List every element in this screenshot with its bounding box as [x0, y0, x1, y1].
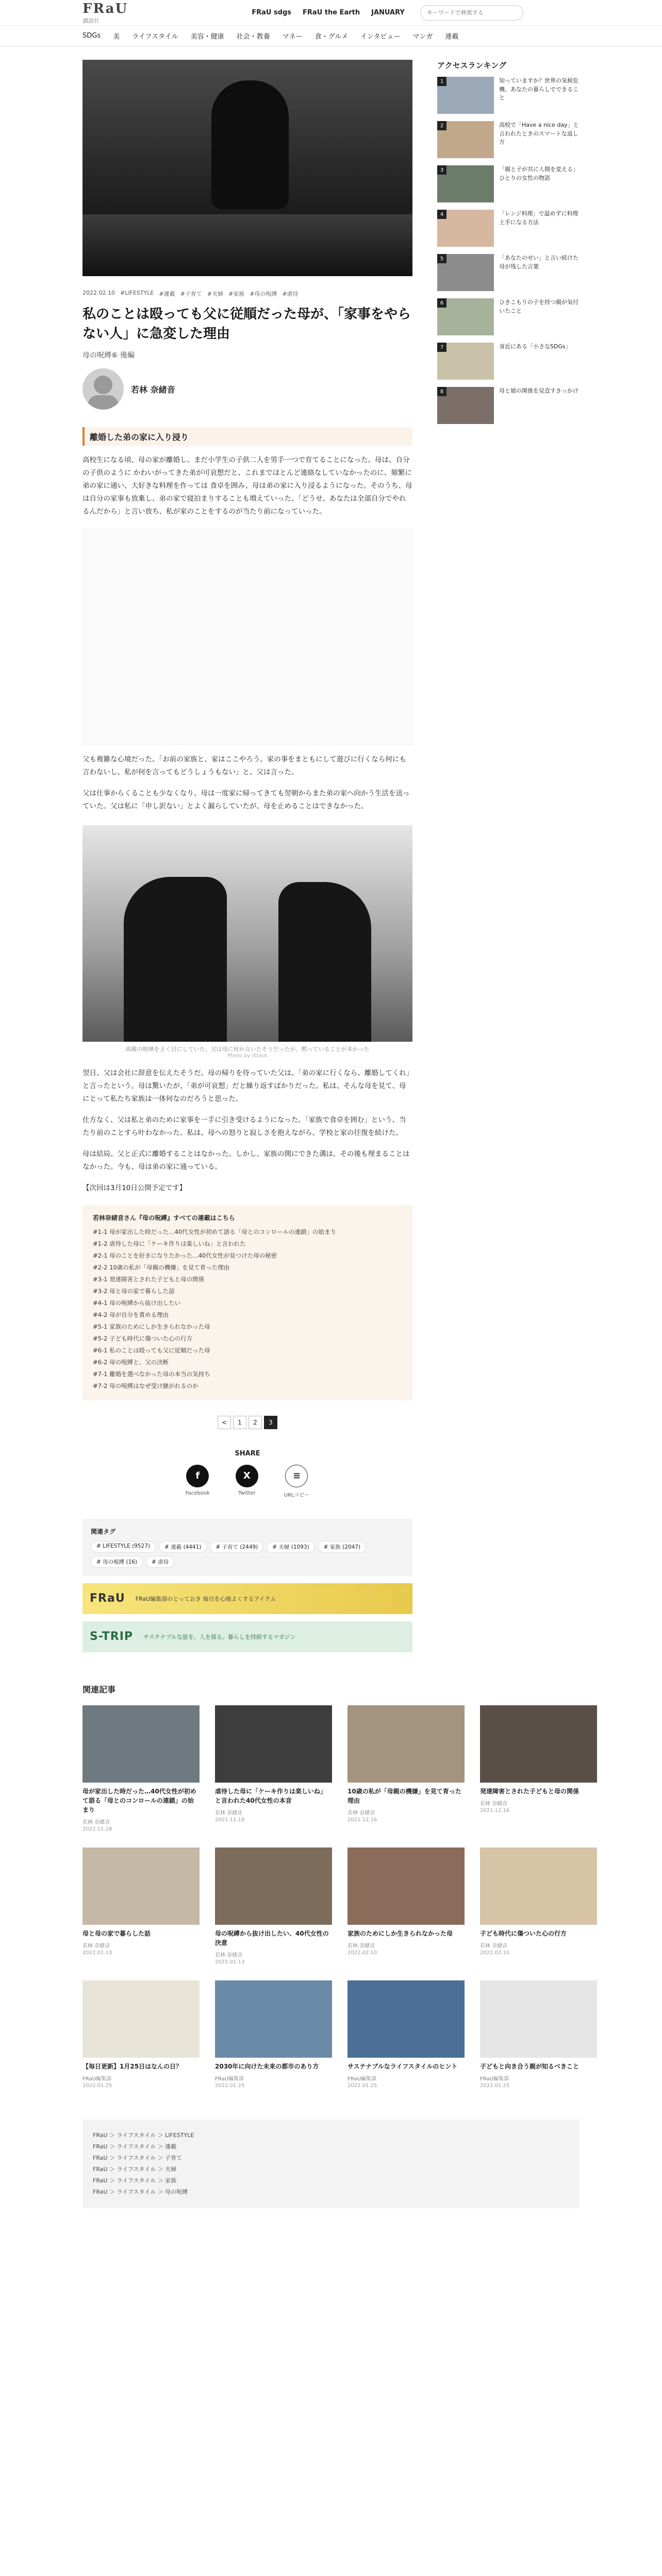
series-link[interactable]: #7-1 離婚を選べなかった母の本当の気持ち: [93, 1370, 210, 1378]
related-articles: [0, 1683, 662, 2089]
paragraph: 父も複雑な心境だった。「お前の家族と、家はここやろう。家の事をまともにして遊びに行くなら何にも言わないし、私が何を言ってもどうしょうもない」と、父は言った。: [82, 755, 406, 777]
facebook-share-button[interactable]: f Facebook: [186, 1465, 210, 1498]
twitter-share-button[interactable]: X Twitter: [236, 1465, 258, 1498]
meta-tag[interactable]: #家族: [228, 291, 245, 297]
publish-date: 2022.02.10: [82, 290, 115, 296]
breadcrumb-footer: [82, 2120, 580, 2208]
breadcrumb[interactable]: FRaU ＞ ライフスタイル ＞ 子育て: [93, 2154, 183, 2161]
meta-tag[interactable]: #夫婦: [207, 291, 224, 297]
brand-link-january[interactable]: JANUARY: [371, 9, 405, 16]
section-heading: 離婚した弟の家に入り浸り: [82, 427, 412, 446]
paragraph: 高校生になる頃、母の家が離婚し、まだ小学生の子供二人を男手一つで育てることになった。母は、自分の子供のように かわいがってきた弟が可哀想だと、これまでほとんど連絡なしていなかったのに、頻繁に弟の家に通い、大好きな料理を作っては 食卓を囲み、母は弟の家に入り浸るようになった。そのうち、母は自分の家事も放棄し、弟の家で寝泊まりすることも増えていった。「どうせ、あなたは全部自分でやれるんだから」と言い放ち、私が家のことをするのが当たり前になっていった。: [82, 456, 412, 516]
author-block[interactable]: [82, 368, 412, 410]
ranking-item[interactable]: 3 「親と子が共に人間を変える」ひとりの女性の物語: [437, 165, 580, 202]
series-link[interactable]: #5-2 子ども時代に傷ついた心の行方: [93, 1334, 193, 1342]
related-tags-heading: 関連タグ: [91, 1528, 116, 1535]
related-card[interactable]: 2030年に向けた未来の都市のあり方 FRaU編集部 2022.01.25: [215, 1980, 332, 2089]
ranking-item[interactable]: 5 「あなたのせい」と言い続けた母が残した言葉: [437, 254, 580, 291]
series-name[interactable]: 母の呪縛⑥ 後編: [82, 351, 135, 360]
series-link[interactable]: #3-2 母と母の家で暮らした話: [93, 1287, 175, 1295]
pager-page-1[interactable]: 1: [233, 1416, 246, 1429]
related-heading: 関連記事: [82, 1684, 116, 1694]
nav-gourmet[interactable]: 食・グルメ: [315, 33, 348, 41]
tag-chip[interactable]: # 母の呪縛 (16): [91, 1556, 143, 1568]
link-icon: ≡: [285, 1465, 308, 1487]
nav-beauty[interactable]: 美: [113, 33, 120, 41]
breadcrumb[interactable]: FRaU ＞ ライフスタイル ＞ 夫婦: [93, 2165, 177, 2173]
promo-banner-strip[interactable]: S-TRIP サステナブルな旅を、人を探る。暮らしを持続するマガジン: [82, 1621, 412, 1652]
pager-prev[interactable]: <: [218, 1416, 231, 1429]
brand-link-earth[interactable]: FRaU the Earth: [303, 9, 360, 16]
avatar: [82, 368, 124, 410]
next-note: 【次回は3月10日公開予定です】: [82, 1183, 187, 1192]
author-name: 若林 奈緒音: [131, 384, 175, 395]
nav-manga[interactable]: マンガ: [412, 33, 433, 41]
breadcrumb[interactable]: FRaU ＞ ライフスタイル ＞ 母の呪縛: [93, 2188, 188, 2195]
tag-chip[interactable]: # 虐待: [146, 1556, 174, 1568]
pagination: [82, 1416, 412, 1429]
paragraph: 父は仕事からくることも少なくなり、母は一度家に帰ってきても翌朝からまた弟の家へ向かう生活を送っていた。父は私に「申し訳ない」とよく漏らしていたが、母を止めることはできなかった。: [82, 789, 410, 811]
meta-tag[interactable]: #虐待: [282, 291, 299, 297]
nav-series[interactable]: 連載: [445, 33, 459, 41]
related-card[interactable]: 虐待した母に「ケーキ作りは楽しいね」と言われた40代女性の本音 若林 奈緒音 2021.11.18: [215, 1705, 332, 1832]
series-link[interactable]: #2-2 10歳の私が「母親の機嫌」を見て育った理由: [93, 1263, 230, 1271]
series-link[interactable]: #4-1 母の呪縛から抜け出したい: [93, 1299, 181, 1307]
paragraph: 母は結局、父と正式に離婚することはなかった。しかし、家族の間にできた溝は、その後も埋まることはなかった。今も、母は弟の家に通っている。: [82, 1149, 410, 1171]
tag-chip[interactable]: # 連載 (4441): [159, 1541, 207, 1553]
nav-interview[interactable]: インタビュー: [360, 33, 401, 41]
series-list-heading: 若林奈緒音さん『母の呪縛』すべての連載はこちら: [93, 1214, 235, 1222]
search-input[interactable]: [420, 5, 523, 21]
breadcrumb[interactable]: FRaU ＞ ライフスタイル ＞ 連載: [93, 2143, 177, 2150]
ranking-heading: アクセスランキング: [437, 61, 507, 70]
related-card[interactable]: 家族のためにしか生きられなかった母 若林 奈緒音 2022.02.10: [347, 1848, 465, 1965]
series-link[interactable]: #2-1 母のことを好きになりたかった…40代女性が見つけた母の秘密: [93, 1251, 277, 1259]
series-link[interactable]: #5-1 家族のためにしか生きられなかった母: [93, 1323, 210, 1330]
main-nav: [0, 26, 662, 46]
tag-chip[interactable]: # 夫婦 (1093): [267, 1541, 315, 1553]
ranking-item[interactable]: 1 知っていますか？世界の気候危機、あなたの暮らしでできること: [437, 77, 580, 114]
tag-chip[interactable]: # 子育て (2449): [210, 1541, 263, 1553]
related-card[interactable]: 母が家出した時だった…40代女性が初めて語る「母とのコンロールの連鎖」の始まり 若林 奈緒音 2021.11.18: [82, 1705, 200, 1832]
breadcrumb[interactable]: FRaU ＞ ライフスタイル ＞ LIFESTYLE: [93, 2131, 194, 2139]
promo-banner-frau[interactable]: FRaU FRaU編集部のとっておき 毎日を心地よくするアイテム: [82, 1583, 412, 1614]
ad-space: [82, 529, 412, 745]
meta-tag[interactable]: #LIFESTYLE: [120, 290, 154, 296]
related-card[interactable]: 発達障害とされた子どもと母の関係 若林 奈緒音 2021.12.16: [480, 1705, 597, 1832]
ranking-item[interactable]: 2 高校で「Have a nice day」と言われたときのスマートな返し方: [437, 121, 580, 158]
related-card[interactable]: 母の呪縛から抜け出したい、40代女性の決意 若林 奈緒音 2022.01.13: [215, 1848, 332, 1965]
series-link[interactable]: #1-2 虐待した母に「ケーキ作りは楽しいね」と言われた: [93, 1240, 246, 1247]
site-logo[interactable]: FRaU 講談社: [82, 1, 128, 24]
photo-caption: 両親の喧嘩をよく目にしていた。父は母に何か言いたそうだったが、黙っていることが多かった: [125, 1046, 370, 1053]
series-link[interactable]: #6-1 私のことは殴っても父に従順だった母: [93, 1346, 210, 1354]
related-card[interactable]: 子ども時代に傷ついた心の行方 若林 奈緒音 2022.02.10: [480, 1848, 597, 1965]
nav-sdgs[interactable]: SDGs: [82, 32, 101, 40]
article-title: 私のことは殴っても父に従順だった母が、「家事をやらない人」に急変した理由: [82, 307, 411, 342]
breadcrumb[interactable]: FRaU ＞ ライフスタイル ＞ 家族: [93, 2177, 177, 2184]
related-card[interactable]: サステナブルなライフスタイルのヒント FRaU編集部 2022.01.25: [347, 1980, 465, 2089]
ranking-item[interactable]: 6 ひきこもりの子を持つ親が気付いたこと: [437, 298, 580, 335]
hero-image: [82, 60, 412, 276]
share-buttons: [82, 1465, 412, 1498]
pager-page-2[interactable]: 2: [249, 1416, 262, 1429]
pager-page-3[interactable]: 3: [264, 1416, 277, 1429]
series-link[interactable]: #4-2 母が自分を責める理由: [93, 1311, 169, 1318]
nav-lifestyle[interactable]: ライフスタイル: [132, 33, 178, 41]
related-card[interactable]: 【毎日更新】1月25日はなんの日？ FRaU編集部 2022.01.25: [82, 1980, 200, 2089]
series-link[interactable]: #7-2 母の呪縛はなぜ受け継がれるのか: [93, 1382, 198, 1389]
related-tags: [82, 1519, 412, 1576]
meta-tag[interactable]: #連載: [159, 291, 175, 297]
nav-money[interactable]: マネー: [282, 33, 303, 41]
top-bar: [0, 0, 662, 26]
meta-tag[interactable]: #子育て: [180, 291, 202, 297]
tag-chip[interactable]: # 家族 (2047): [318, 1541, 366, 1553]
facebook-icon: f: [186, 1465, 209, 1487]
twitter-icon: X: [236, 1465, 258, 1487]
series-link[interactable]: #6-2 母の呪縛と、父の決断: [93, 1358, 169, 1366]
series-link[interactable]: #3-1 発達障害とされた子どもと母の関係: [93, 1275, 205, 1283]
tag-chip[interactable]: # LIFESTYLE (9527): [91, 1541, 156, 1553]
series-list: [82, 1205, 412, 1400]
article-meta: [82, 290, 412, 298]
photo-credit: Photo by iStock: [227, 1053, 268, 1059]
paragraph: 翌日、父は会社に辞意を伝えたそうだ。母の帰りを待っていた父は、「弟の家に行くなら、離婚してくれ」と言ったという。母は驚いたが、「弟が可哀想」だと繰り返すばかりだった。私は、そんな母を見て、母にとって私たち家族は一体何なのだろうと思った。: [82, 1069, 410, 1104]
related-card[interactable]: 子どもと向き合う親が知るべきこと FRaU編集部 2022.01.25: [480, 1980, 597, 2089]
ranking-item[interactable]: 7 身近にある「小さなSDGs」: [437, 343, 580, 380]
sidebar: [437, 60, 580, 1652]
ranking-item[interactable]: 8 母と娘の関係を見直すきっかけ: [437, 387, 580, 424]
nav-health[interactable]: 美容・健康: [190, 33, 224, 41]
related-card[interactable]: 10歳の私が「母親の機嫌」を見て育った理由 若林 奈緒音 2021.12.16: [347, 1705, 465, 1832]
paragraph: 仕方なく、父は私と弟のために家事を一手に引き受けるようになった。「家族で食卓を囲む」という、当たり前のことすら叶わなかった。私は、母への怒りと寂しさを抱えながら、学校と家の往復を続けた。: [82, 1116, 406, 1137]
nav-society[interactable]: 社会・教養: [236, 33, 270, 41]
ranking-item[interactable]: 4 「レンジ料理」で温めずに料理上手になる方法: [437, 210, 580, 247]
brand-link-sdgs[interactable]: FRaU sdgs: [252, 9, 292, 16]
meta-tag[interactable]: #母の呪縛: [250, 291, 277, 297]
share-title: SHARE: [235, 1449, 260, 1458]
brand-links: [252, 9, 405, 16]
series-link[interactable]: #1-1 母が家出した時だった…40代女性が初めて語る「母とのコンロールの連鎖」の始まり: [93, 1228, 336, 1235]
copy-url-button[interactable]: ≡ URLコピー: [284, 1465, 309, 1498]
article-photo: [82, 825, 412, 1042]
related-card[interactable]: 母と母の家で暮らした話 若林 奈緒音 2022.01.13: [82, 1848, 200, 1965]
article: [82, 60, 412, 1652]
